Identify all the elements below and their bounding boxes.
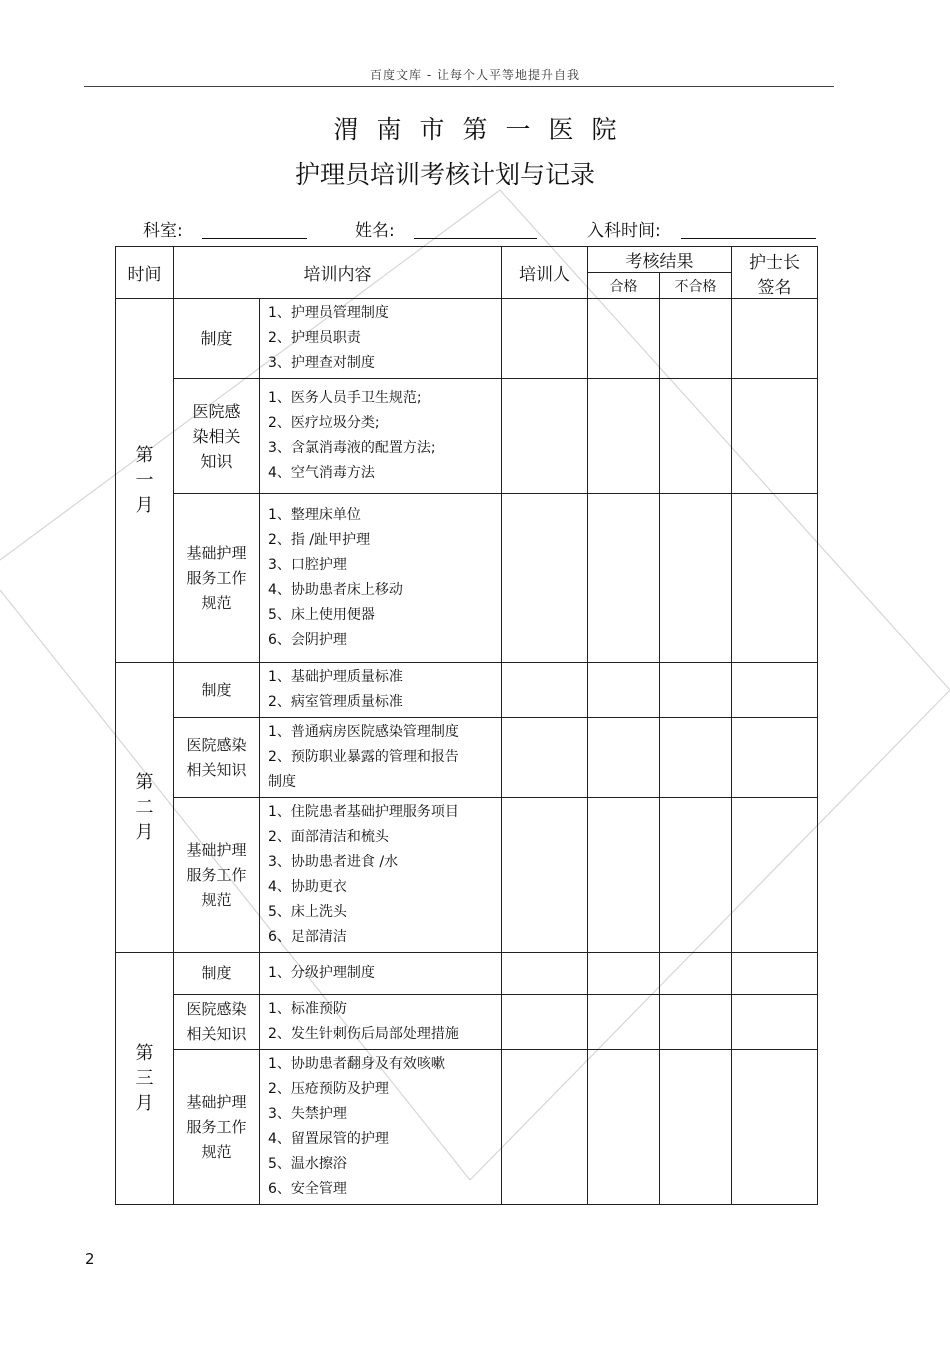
signature-cell[interactable]: [732, 1050, 818, 1205]
department-field[interactable]: [202, 238, 307, 239]
training-item: 4、协助患者床上移动: [268, 582, 403, 598]
category-cell: [174, 379, 260, 494]
training-item: 3、护理查对制度: [268, 355, 375, 371]
training-item: 1、标准预防: [268, 1001, 347, 1017]
month-label-char: 第: [135, 445, 154, 466]
training-item: 6、足部清洁: [268, 929, 347, 945]
training-item: 2、病室管理质量标准: [268, 694, 403, 710]
category-line: 相关知识: [186, 760, 247, 779]
header-head-nurse: [732, 247, 818, 299]
month-cell: [116, 953, 174, 1205]
header-pass: 合格: [588, 273, 660, 299]
items-cell: [260, 995, 502, 1050]
category-line: 服务工作: [186, 865, 247, 884]
training-item: 2、医疗垃圾分类;: [268, 415, 380, 431]
signature-cell[interactable]: [732, 494, 818, 663]
category-line: 基础护理: [186, 840, 247, 859]
category-line: 染相关: [192, 426, 241, 446]
month-label-char: 第: [135, 1043, 154, 1064]
category-line: 知识: [200, 451, 233, 471]
fail-cell[interactable]: [660, 798, 732, 953]
items-cell: [260, 718, 502, 798]
items-cell: [260, 663, 502, 718]
signature-cell[interactable]: [732, 953, 818, 995]
training-item: 1、协助患者翻身及有效咳嗽: [268, 1056, 445, 1072]
signature-cell[interactable]: [732, 798, 818, 953]
fail-cell[interactable]: [660, 379, 732, 494]
table-row: [116, 494, 818, 663]
category-cell: [174, 798, 260, 953]
items-cell: [260, 1050, 502, 1205]
training-item: 1、住院患者基础护理服务项目: [268, 804, 459, 820]
trainer-cell[interactable]: [502, 494, 588, 663]
pass-cell[interactable]: [588, 1050, 660, 1205]
training-item: 2、压疮预防及护理: [268, 1081, 389, 1097]
trainer-cell[interactable]: [502, 995, 588, 1050]
header-divider: [84, 86, 834, 87]
table-row: [116, 663, 818, 718]
category-line: 基础护理: [186, 1092, 247, 1111]
category-line: 基础护理: [186, 543, 247, 562]
category-cell: [174, 953, 260, 995]
training-item: 3、口腔护理: [268, 557, 347, 573]
pass-cell[interactable]: [588, 663, 660, 718]
pass-cell[interactable]: [588, 379, 660, 494]
month-label-char: 月: [135, 822, 154, 843]
category-cell: [174, 718, 260, 798]
table-row: [116, 1050, 818, 1205]
header-result: 考核结果: [588, 247, 732, 273]
training-item: 2、护理员职责: [268, 330, 361, 346]
pass-cell[interactable]: [588, 299, 660, 379]
month-cell: [116, 663, 174, 953]
fail-cell[interactable]: [660, 995, 732, 1050]
training-item: 5、床上使用便器: [268, 607, 375, 623]
category-line: 医院感: [192, 401, 241, 421]
table-row: [116, 718, 818, 798]
signature-cell[interactable]: [732, 379, 818, 494]
entry-time-label: 入科时间:: [587, 221, 661, 241]
header-head-nurse-line1: 护士长: [749, 252, 800, 273]
header-time: 时间: [116, 247, 174, 299]
header-head-nurse-line2: 签名: [757, 277, 792, 298]
training-item: 3、含氯消毒液的配置方法;: [268, 440, 436, 456]
table-row: [116, 798, 818, 953]
training-item: 3、协助患者进食 /水: [268, 854, 399, 870]
category-line: 相关知识: [186, 1025, 247, 1043]
table-row: [116, 953, 818, 995]
training-item: 3、失禁护理: [268, 1106, 347, 1122]
category-line: 制度: [201, 964, 232, 982]
training-item: 4、留置尿管的护理: [268, 1131, 389, 1147]
category-line: 规范: [201, 890, 232, 909]
training-item: 1、普通病房医院感染管理制度: [268, 724, 459, 740]
header-fail: 不合格: [660, 273, 732, 299]
category-line: 制度: [200, 329, 233, 348]
month-label-char: 月: [135, 1093, 154, 1114]
pass-cell[interactable]: [588, 995, 660, 1050]
fail-cell[interactable]: [660, 663, 732, 718]
items-cell: [260, 953, 502, 995]
table-row: [116, 379, 818, 494]
training-item: 2、指 /趾甲护理: [268, 532, 371, 548]
category-line: 医院感染: [186, 1000, 247, 1018]
header-text: 百度文库 - 让每个人平等地提升自我: [370, 68, 580, 82]
trainer-cell[interactable]: [502, 1050, 588, 1205]
training-item: 1、医务人员手卫生规范;: [268, 390, 422, 406]
department-label: 科室:: [143, 221, 183, 241]
fail-cell[interactable]: [660, 299, 732, 379]
training-table: [115, 246, 818, 1205]
fail-cell[interactable]: [660, 718, 732, 798]
trainer-cell[interactable]: [502, 379, 588, 494]
table-row: [116, 995, 818, 1050]
document-title: 护理员培训考核计划与记录: [294, 160, 595, 189]
training-item: 2、面部清洁和梳头: [268, 829, 389, 845]
items-cell: [260, 494, 502, 663]
pass-cell[interactable]: [588, 494, 660, 663]
training-item: 2、预防职业暴露的管理和报告: [268, 749, 459, 765]
entry-time-field[interactable]: [681, 238, 816, 239]
name-label: 姓名:: [355, 221, 395, 241]
trainer-cell[interactable]: [502, 299, 588, 379]
trainer-cell[interactable]: [502, 663, 588, 718]
items-cell: [260, 379, 502, 494]
category-cell: [174, 299, 260, 379]
category-cell: [174, 1050, 260, 1205]
pass-cell[interactable]: [588, 718, 660, 798]
signature-cell[interactable]: [732, 299, 818, 379]
month-cell: [116, 299, 174, 663]
training-item: 4、空气消毒方法: [268, 465, 375, 481]
trainer-cell[interactable]: [502, 798, 588, 953]
hospital-title: 渭南市第一医院: [333, 115, 635, 144]
category-cell: [174, 494, 260, 663]
signature-cell[interactable]: [732, 995, 818, 1050]
month-label-char: 一: [135, 470, 154, 491]
name-field[interactable]: [414, 238, 537, 239]
training-item: 4、协助更衣: [268, 879, 347, 895]
training-item: 6、会阴护理: [268, 632, 347, 648]
month-label-char: 二: [135, 797, 154, 818]
training-item: 5、床上洗头: [268, 904, 347, 920]
trainer-cell[interactable]: [502, 718, 588, 798]
category-line: 医院感染: [186, 735, 247, 754]
table-row: [116, 299, 818, 379]
training-item: 1、护理员管理制度: [268, 305, 389, 321]
training-item: 1、整理床单位: [268, 507, 361, 523]
training-item: 5、温水擦浴: [268, 1156, 347, 1172]
category-line: 规范: [201, 593, 232, 612]
signature-cell[interactable]: [732, 663, 818, 718]
category-cell: [174, 995, 260, 1050]
page-number: 2: [85, 1250, 95, 1268]
month-label-char: 月: [135, 495, 154, 516]
category-line: 规范: [201, 1142, 232, 1161]
fail-cell[interactable]: [660, 953, 732, 995]
category-line: 制度: [201, 680, 232, 699]
items-cell: [260, 798, 502, 953]
signature-cell[interactable]: [732, 718, 818, 798]
pass-cell[interactable]: [588, 953, 660, 995]
header-content: 培训内容: [174, 247, 502, 299]
month-label-char: 三: [135, 1068, 154, 1089]
pass-cell[interactable]: [588, 798, 660, 953]
header-trainer: 培训人: [502, 247, 588, 299]
month-label-char: 第: [135, 772, 154, 793]
training-item: 1、基础护理质量标准: [268, 669, 403, 685]
category-line: 服务工作: [186, 1117, 247, 1136]
items-cell: [260, 299, 502, 379]
trainer-cell[interactable]: [502, 953, 588, 995]
training-item: 1、分级护理制度: [268, 965, 375, 981]
training-item: 2、发生针刺伤后局部处理措施: [268, 1026, 459, 1042]
fail-cell[interactable]: [660, 1050, 732, 1205]
category-cell: [174, 663, 260, 718]
training-item: 6、安全管理: [268, 1181, 347, 1197]
category-line: 服务工作: [186, 568, 247, 587]
training-item: 制度: [268, 774, 296, 790]
fail-cell[interactable]: [660, 494, 732, 663]
